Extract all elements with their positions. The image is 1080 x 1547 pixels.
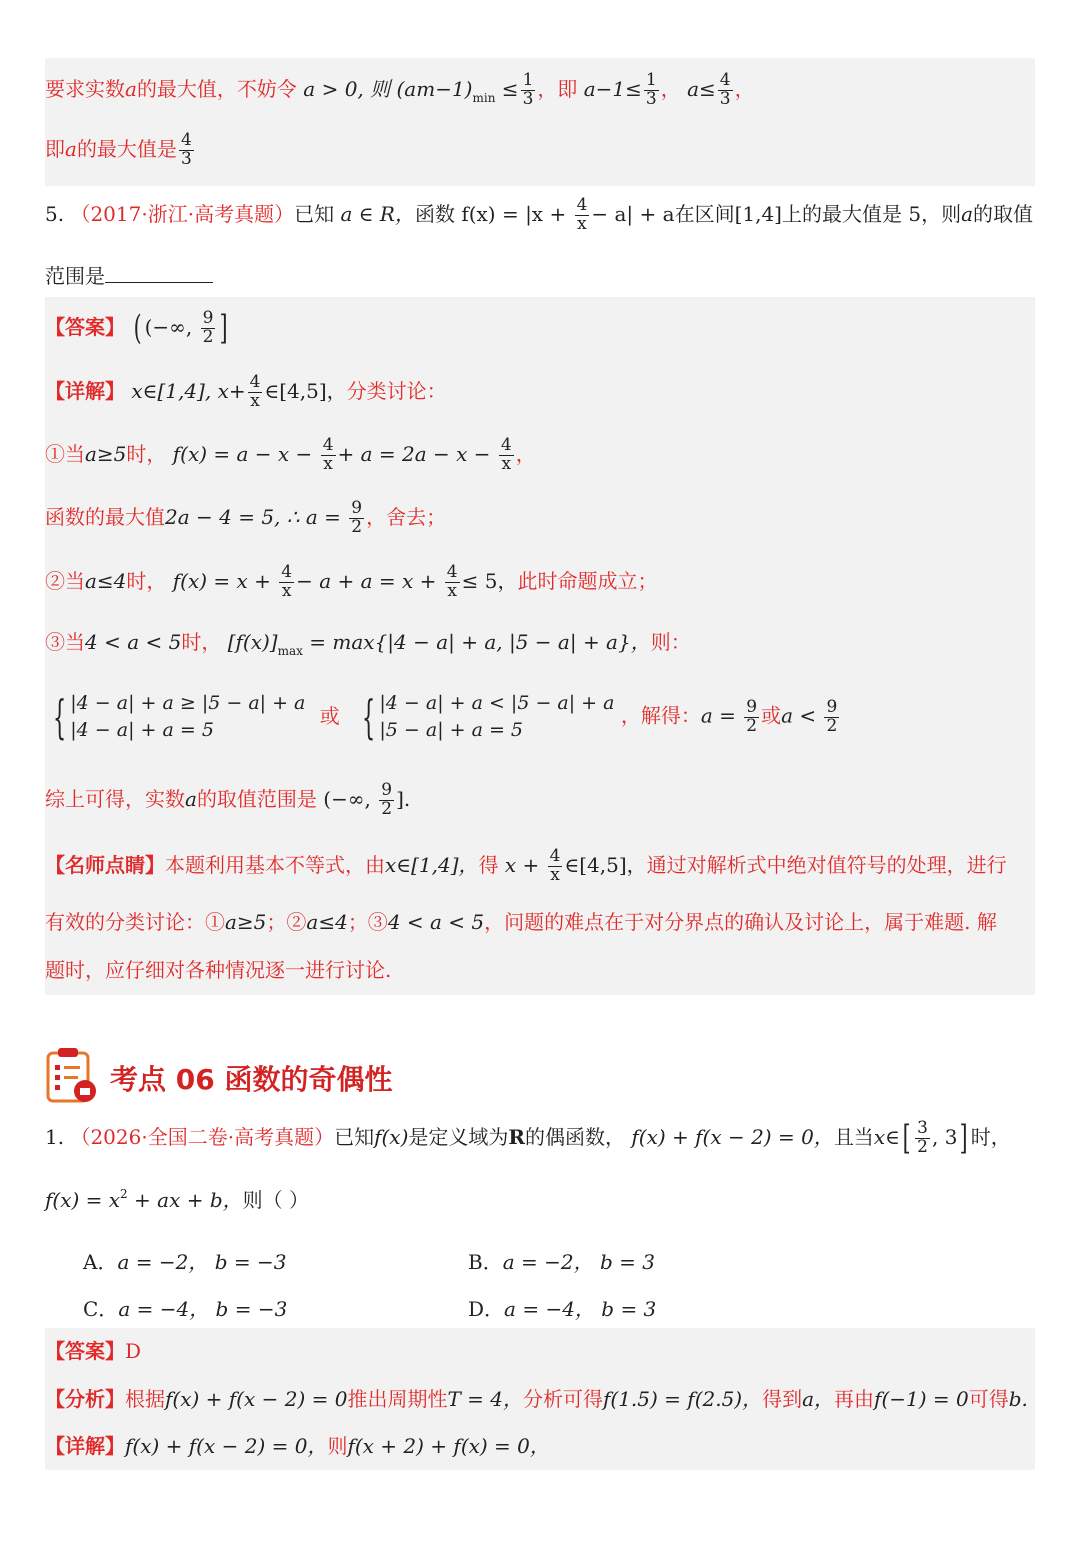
detail-line: 【详解】f(x) + f(x − 2) = 0，则f(x + 2) + f(x) = 0， — [45, 1434, 550, 1458]
answer-line: 【答案】D — [45, 1339, 142, 1363]
teacher-tip-line3: 题时，应仔细对各种情况逐一进行讨论. — [45, 958, 392, 982]
equation-system-2: { |4 − a| + a < |5 − a| + a |5 − a| + a = 5 — [362, 690, 615, 744]
case-3-line: ③当4 < a < 5时， $[f(x)]_{max} = \max\{|4 - a| + a$, |5 − a| + a}，则： — [45, 630, 691, 658]
detail-line: 【详解】 x∈[1,4], x+ $\frac{4}{x}$ ∈[4,5]，分类讨论： — [45, 372, 447, 411]
option-a[interactable]: A．a = −2， b = −3 — [83, 1250, 287, 1274]
question-5: 5. （2017·浙江·高考真题）已知 a ∈ R，函数 f(x) = |x + $\frac{4}{x}$ − a| + a在区间[1,4]上的最大值是 5，则a的取值 — [45, 195, 1034, 234]
section-title: 考点 06 函数的奇偶性 — [110, 1063, 393, 1096]
question-1: 1. （2026·全国二卷·高考真题）已知f(x)是定义域为R的偶函数， f(x) + f(x − 2) = 0，且当x∈[ $\frac{3}{2}$ , 3] 时， — [45, 1118, 1011, 1159]
max-line: 函数的最大值2a − 4 = 5, ∴ a = $\frac{9}{2}$ ，舍去； — [45, 498, 447, 537]
teacher-tip-line: 【名师点睛】本题利用基本不等式，由x∈[1,4]，得 x + $\frac{4}{x}$ ∈[4,5]，通过对解析式中绝对值符号的处理，进行 — [45, 846, 1007, 885]
equation-system-1: { |4 − a| + a ≥ |5 − a| + a |4 − a| + a = 5 — [53, 690, 306, 744]
option-c[interactable]: C．a = −4， b = −3 — [83, 1297, 288, 1321]
system-line: { |4 − a| + a ≥ |5 − a| + a |4 − a| + a = 5 或 { |4 − a| + a < |5 − a| + a |5 − a| + a = 5 ，解得：a = $\frac{9}{2}$ 或a < $\frac{9}{2}$ — [45, 694, 841, 740]
solution-line: 即a的最大值是 $\frac{4}{3}$ — [45, 130, 192, 169]
question-1-line2: $f(x) = x^2$ + ax + b，则（ ） — [45, 1187, 309, 1212]
question-5-line2: 范围是 — [45, 262, 213, 286]
case-1-line: ①当a≥5时， f(x) = a − x − $\frac{4}{x}$ + a = 2a − x − $\frac{4}{x}$ ， — [45, 435, 536, 474]
analysis-line: 【分析】根据f(x) + f(x − 2) = 0推出周期性T = 4，分析可得f(1.5) = f(2.5)，得到a，再由f(−1) = 0可得b. — [45, 1387, 1028, 1411]
option-d[interactable]: D．a = −4， b = 3 — [468, 1297, 657, 1321]
conclusion-line: 综上可得，实数a的取值范围是 (−∞, $\frac{9}{2}$ ]. — [45, 780, 411, 819]
option-b[interactable]: B．a = −2， b = 3 — [468, 1250, 655, 1274]
answer-blank[interactable] — [105, 262, 213, 283]
teacher-tip-line2: 有效的分类讨论：①a≥5；②a≤4；③4 < a < 5，问题的难点在于对分界点的确认及讨论上，属于难题. 解 — [45, 910, 997, 934]
case-2-line: ②当a≤4时， f(x) = x + $\frac{4}{x}$ − a + a = x + $\frac{4}{x}$ ≤ 5，此时命题成立； — [45, 562, 658, 601]
answer-line: 【答案】 ( (−∞, $\frac{9}{2}$ ] — [45, 308, 229, 349]
solution-line: 要求实数a的最大值，不妨令 a > 0, 则 $(am-1)_{min}$ ≤ $\frac{1}{3}$ ，即 a−1≤ $\frac{1}{3}$ ， a≤ $\frac{4}{3}$ ， — [45, 70, 755, 109]
clipboard-icon — [45, 1045, 97, 1103]
